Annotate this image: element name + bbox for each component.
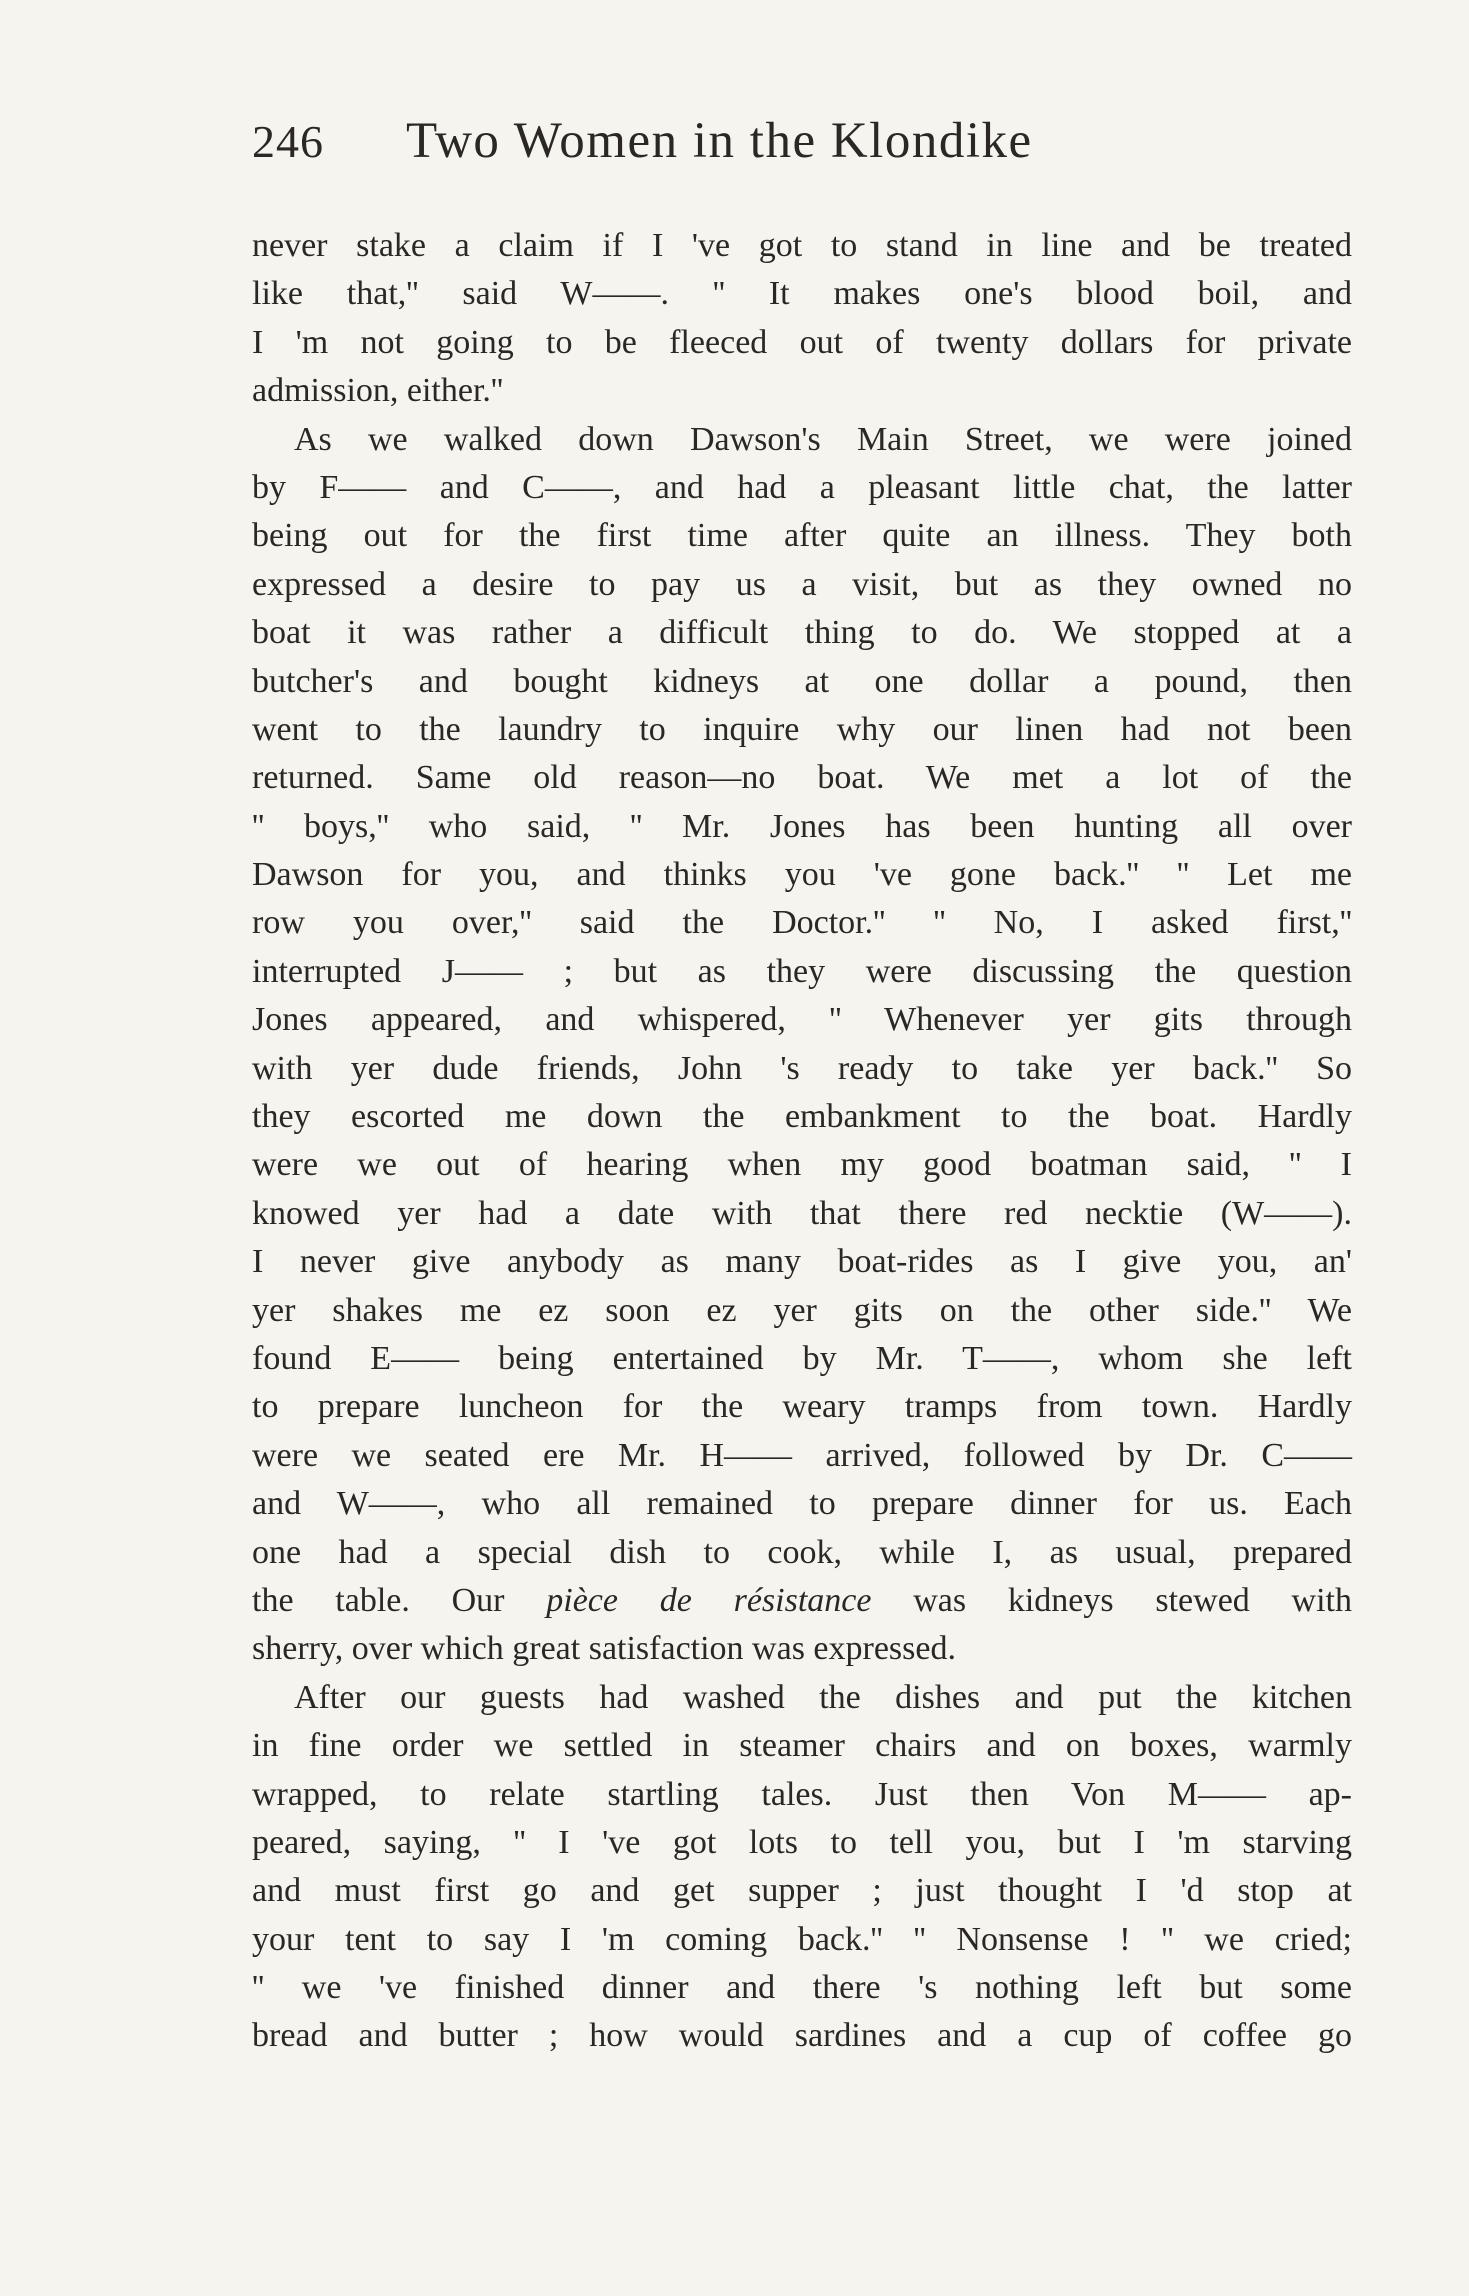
text-line: one had a special dish to cook, while I, as usual, prepared [252,1533,1352,1571]
paragraph-first-line: After our guests had washed the dishes and put the kitchen [294,1678,1352,1716]
text-line: went to the laundry to inquire why our linen had not been [252,710,1352,748]
text-line: Jones appeared, and whispered, '' Whenever yer gits through [252,1001,1352,1039]
text-line: Dawson for you, and thinks you 've gone back.'' '' Let me [252,856,1352,894]
text-line: being out for the first time after quite an illness. They both [252,517,1352,555]
text-line: knowed yer had a date with that there red necktie (W——). [252,1194,1352,1232]
text-line: yer shakes me ez soon ez yer gits on the other side.'' We [252,1291,1352,1329]
running-head [252,112,1182,192]
text-line: were we seated ere Mr. H—— arrived, followed by Dr. C—— [252,1436,1352,1474]
text-line: row you over,'' said the Doctor.'' '' No, I asked first,'' [252,904,1352,942]
text-line: expressed a desire to pay us a visit, but as they owned no [252,565,1352,603]
text-line: and must first go and get supper ; just thought I 'd stop at [252,1872,1352,1910]
italic-phrase: pièce de résistance [546,1581,872,1619]
text-line: with yer dude friends, John 's ready to take yer back.'' So [252,1049,1352,1087]
text-line: butcher's and bought kidneys at one dollar a pound, then [252,662,1352,700]
text-segment: was kidneys stewed with [871,1581,1352,1619]
book-title: Two Women in the Klondike [406,113,1033,169]
text-line: returned. Same old reason—no boat. We met a lot of the [252,759,1352,797]
text-line: peared, saying, '' I 've got lots to tell you, but I 'm starving [252,1823,1352,1861]
text-line: wrapped, to relate startling tales. Just then Von M—— ap- [252,1775,1352,1813]
paragraph-first-line: As we walked down Dawson's Main Street, we were joined [294,420,1352,458]
text-line: your tent to say I 'm coming back.'' '' Nonsense ! '' we cried; [252,1920,1352,1958]
text-line: never stake a claim if I 've got to stand in line and be treated [252,227,1352,264]
text-line: in fine order we settled in steamer chairs and on boxes, warmly [252,1727,1352,1765]
text-line: found E—— being entertained by Mr. T——, whom she left [252,1339,1352,1377]
text-line: '' we 've finished dinner and there 's nothing left but some [252,1969,1352,2007]
text-line: I 'm not going to be fleeced out of twenty dollars for private [252,323,1352,361]
text-line: by F—— and C——, and had a pleasant little chat, the latter [252,468,1352,506]
text-line: bread and butter ; how would sardines and a cup of coffee go [252,2017,1352,2055]
text-line: admission, either.'' [252,372,504,410]
text-segment: the table. Our [252,1581,547,1619]
text-line: sherry, over which great satisfaction was expressed. [252,1630,956,1668]
text-line: interrupted J—— ; but as they were discussing the question [252,952,1352,990]
text-line: they escorted me down the embankment to the boat. Hardly [252,1098,1352,1136]
text-line: boat it was rather a difficult thing to do. We stopped at a [252,614,1352,652]
text-line: were we out of hearing when my good boatman said, '' I [252,1146,1352,1184]
text-line: '' boys,'' who said, '' Mr. Jones has been hunting all over [252,807,1352,845]
text-line-with-italic [252,1577,1352,1625]
text-line: and W——, who all remained to prepare dinner for us. Each [252,1485,1352,1523]
page-number: 246 [252,116,324,167]
text-line: like that,'' said W——. '' It makes one's blood boil, and [252,275,1352,313]
text-line: to prepare luncheon for the weary tramps from town. Hardly [252,1388,1352,1426]
text-line: I never give anybody as many boat-rides as I give you, an' [252,1243,1352,1281]
body-text [252,222,1352,2061]
